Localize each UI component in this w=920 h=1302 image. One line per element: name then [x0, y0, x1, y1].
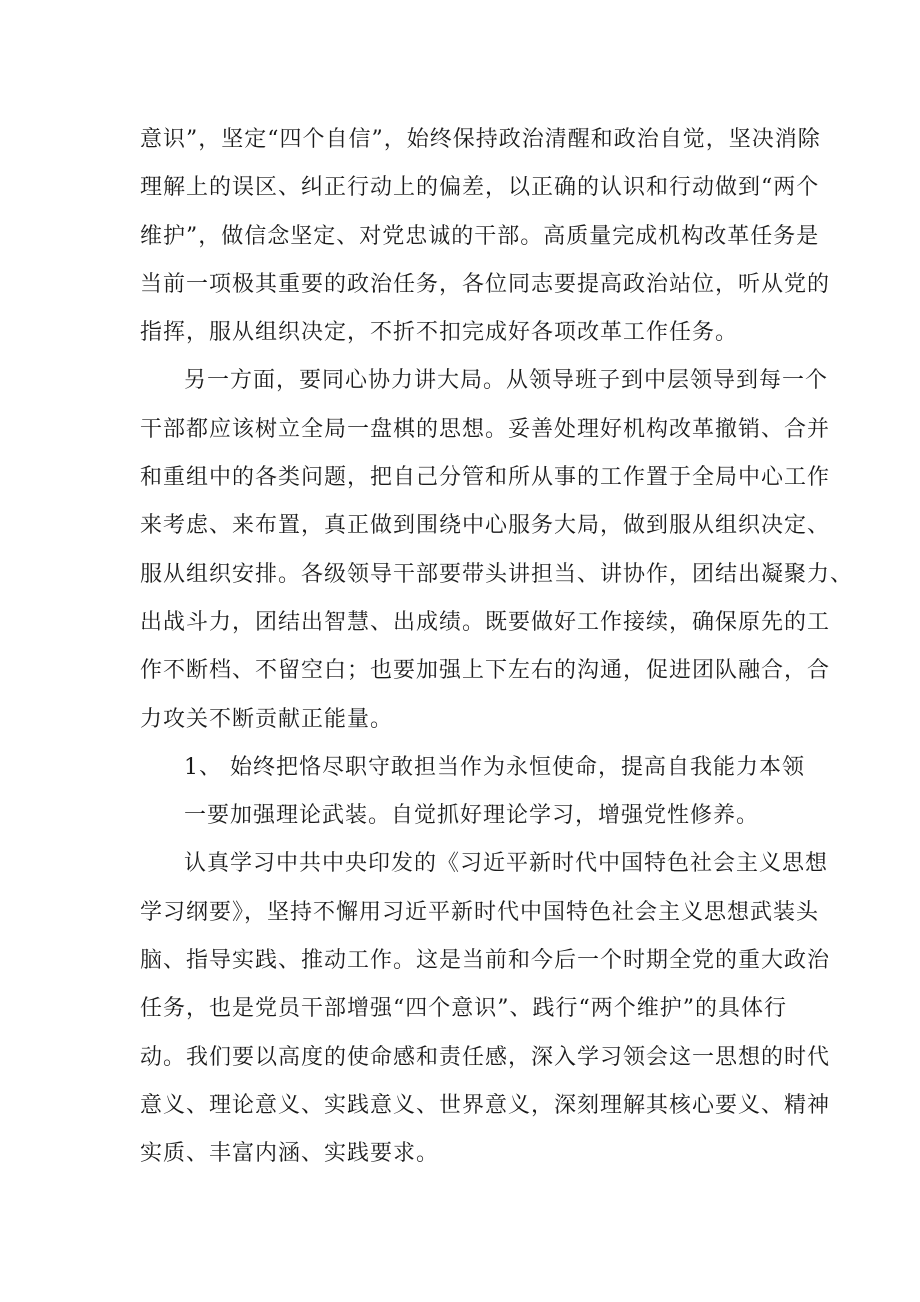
text-line: 和重组中的各类问题，把自己分管和所从事的工作置于全局中心工作 — [140, 465, 831, 491]
text-line: 维护”，做信念坚定、对党忠诚的干部。高质量完成机构改革任务是 — [140, 223, 820, 249]
text-line: 任务，也是党员干部增强“四个意识”、践行“两个维护”的具体行 — [140, 996, 787, 1022]
text-line: 学习纲要》，坚持不懈用习近平新时代中国特色社会主义思想武装头 — [140, 899, 820, 925]
text-line: 作不断档、不留空白；也要加强上下左右的沟通，促进团队融合，合 — [140, 658, 831, 684]
section-heading: 1、 始终把恪尽职守敢担当作为永恒使命，提高自我能力本领 — [184, 754, 805, 780]
text-line: 理解上的误区、纠正行动上的偏差，以正确的认识和行动做到“两个 — [140, 175, 820, 201]
text-line: 当前一项极其重要的政治任务，各位同志要提高政治站位，听从党的 — [140, 271, 831, 297]
body-text — [140, 116, 854, 1179]
text-line: 出战斗力，团结出智慧、出成绩。既要做好工作接续，确保原先的工 — [140, 609, 831, 635]
text-line: 动。我们要以高度的使命感和责任感，深入学习领会这一思想的时代 — [140, 1044, 831, 1070]
text-line: 意识”，坚定“四个自信”，始终保持政治清醒和政治自觉，坚决消除 — [140, 127, 821, 152]
text-line: 实质、丰富内涵、实践要求。 — [140, 1141, 440, 1167]
text-line: 来考虑、来布置，真正做到围绕中心服务大局，做到服从组织决定、 — [140, 513, 831, 539]
paragraph-start-line: 认真学习中共中央印发的《习近平新时代中国特色社会主义思想 — [184, 851, 829, 877]
text-line: 服从组织安排。各级领导干部要带头讲担当、讲协作，团结出凝聚力、 — [140, 561, 854, 587]
text-line: 力攻关不断贡献正能量。 — [140, 706, 394, 732]
text-line: 干部都应该树立全局一盘棋的思想。妥善处理好机构改革撤销、合并 — [140, 416, 831, 442]
text-line: 指挥，服从组织决定，不折不扣完成好各项改革工作任务。 — [140, 320, 739, 346]
text-line: 脑、指导实践、推动工作。这是当前和今后一个时期全党的重大政治 — [140, 948, 831, 974]
subheading-line: 一要加强理论武装。自觉抓好理论学习，增强党性修养。 — [184, 803, 760, 829]
text-line: 意义、理论意义、实践意义、世界意义，深刻理解其核心要义、精神 — [140, 1092, 831, 1118]
paragraph-start-line: 另一方面，要同心协力讲大局。从领导班子到中层领导到每一个 — [184, 368, 829, 394]
